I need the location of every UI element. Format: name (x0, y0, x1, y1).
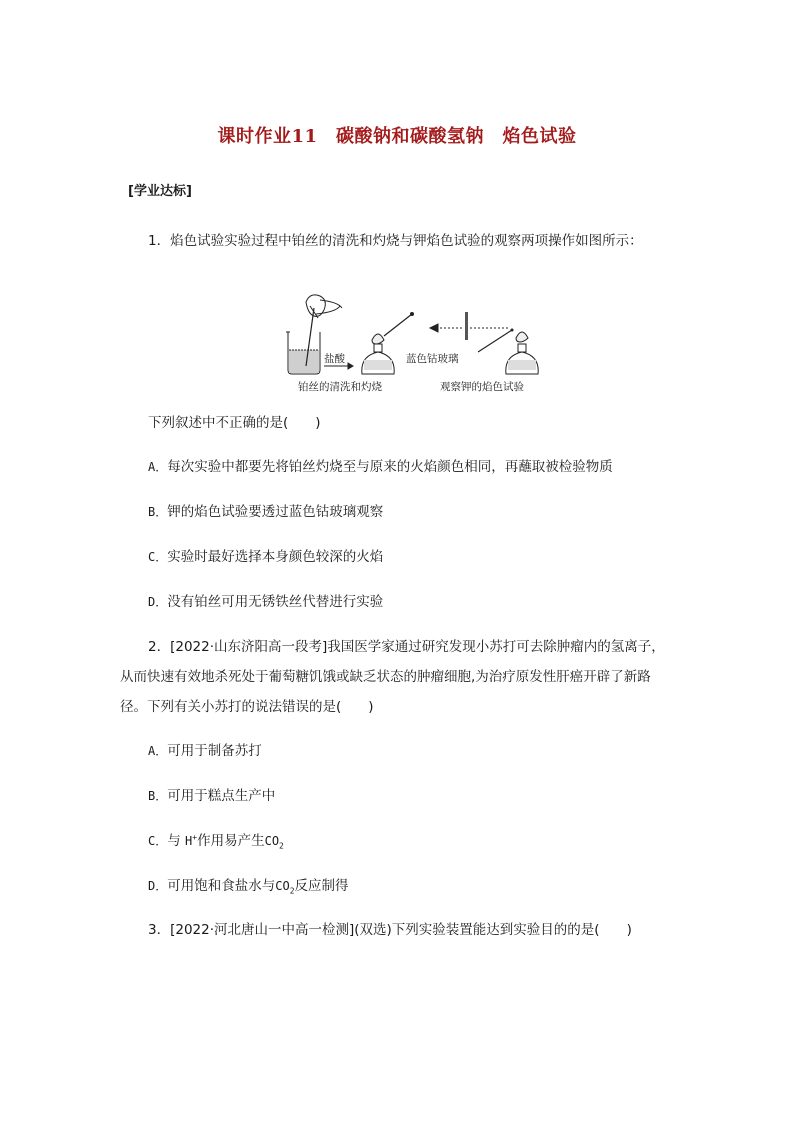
alcohol-lamp-right (506, 332, 538, 374)
beaker-illustration (286, 332, 320, 374)
formula-co: CO (264, 834, 280, 848)
ion-symbol: H (185, 834, 193, 848)
section-header: [学业达标] (128, 184, 192, 199)
option-letter: D． (148, 879, 168, 893)
caption-left: 铂丝的清洗和灼烧 (298, 381, 382, 392)
option-text: 钾的焰色试验要透过蓝色钴玻璃观察 (167, 504, 384, 520)
q1-option-c (148, 547, 383, 567)
q1-option-b (148, 502, 383, 522)
option-text: 与 (167, 833, 181, 849)
formula-co: CO (275, 879, 290, 893)
option-letter: A． (148, 460, 168, 474)
flame-test-figure (280, 290, 550, 392)
option-text: 实验时最好选择本身颜色较深的火焰 (167, 549, 384, 565)
q1-stem: 1．焰色试验实验过程中铂丝的清洗和灼烧与钾焰色试验的观察两项操作如图所示： (148, 233, 643, 249)
ion-charge: + (192, 833, 198, 842)
q2-stem-line2: 从而快速有效地杀死处于葡萄糖饥饿或缺乏状态的肿瘤细胞,为治疗原发性肝癌开辟了新路 (120, 669, 651, 685)
q2-option-a (148, 741, 262, 761)
option-text: 没有铂丝可用无锈铁丝代替进行实验 (167, 594, 384, 610)
option-letter: B． (148, 505, 168, 519)
label-acid: 盐酸 (324, 353, 345, 365)
label-cobalt-glass: 蓝色钴玻璃 (406, 353, 459, 365)
formula-subscript: 2 (289, 886, 295, 896)
caption-right: 观察钾的焰色试验 (440, 381, 524, 392)
option-text: 作用易产生 (197, 833, 265, 849)
cobalt-glass-illustration (465, 312, 468, 340)
option-letter: C． (148, 834, 168, 848)
formula-subscript: 2 (279, 841, 284, 851)
option-text: 反应制得 (294, 878, 349, 894)
hydrogen-ion (185, 834, 197, 848)
co2-formula (275, 879, 295, 896)
q1-ask: 下列叙述中不正确的是( ) (148, 415, 321, 431)
option-text: 每次实验中都要先将铂丝灼烧至与原来的火焰颜色相同，再蘸取被检验物质 (167, 459, 613, 475)
option-text: 可用于制备苏打 (167, 743, 262, 759)
q2-option-c (148, 831, 284, 851)
q2-stem-line3: 径。下列有关小苏打的说法错误的是( ) (120, 699, 374, 715)
eye-icon (430, 324, 438, 332)
q1-option-d (148, 592, 383, 612)
option-letter: A． (148, 744, 168, 758)
q3-stem: 3．[2022·河北唐山一中高一检测](双选)下列实验装置能达到实验目的的是( ) (148, 922, 632, 938)
option-text: 可用饱和食盐水与 (167, 878, 276, 894)
q2-option-b (148, 786, 275, 806)
option-letter: D． (148, 595, 168, 609)
q2-option-d (148, 876, 349, 896)
co2-formula (264, 834, 284, 851)
q2-stem-line1: 2．[2022·山东济阳高一段考]我国医学家通过研究发现小苏打可去除肿瘤内的氢离子， (148, 639, 665, 655)
option-letter: B． (148, 789, 168, 803)
option-text: 可用于糕点生产中 (167, 788, 276, 804)
q1-option-a (148, 457, 613, 477)
option-letter: C． (148, 550, 168, 564)
page-title: 课时作业11 碳酸钠和碳酸氢钠 焰色试验 (217, 126, 577, 147)
